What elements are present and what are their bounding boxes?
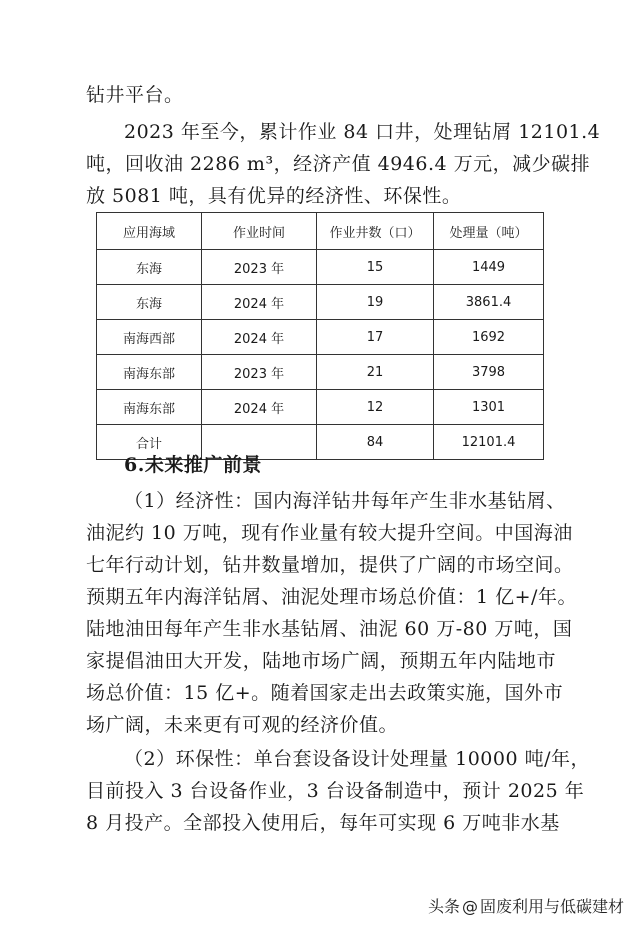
- paragraph-line: 油泥约 10 万吨，现有作业量有较大提升空间。中国海油: [86, 522, 573, 544]
- paragraph-line: 钻井平台。: [86, 84, 184, 106]
- table-cell: 南海东部: [97, 355, 202, 390]
- table-cell: 21: [317, 355, 434, 390]
- paragraph-line: 8 月投产。全部投入使用后，每年可实现 6 万吨非水基: [86, 812, 560, 834]
- table-cell: 84: [317, 425, 434, 460]
- paragraph-line: 陆地油田每年产生非水基钻屑、油泥 60 万-80 万吨，国: [86, 618, 573, 640]
- table-cell: 合计: [97, 425, 202, 460]
- table-cell: 3798: [434, 355, 544, 390]
- paragraph-line: （1）经济性：国内海洋钻井每年产生非水基钻屑、: [124, 490, 566, 512]
- table-header-row: [97, 213, 544, 250]
- table-row: [97, 285, 544, 320]
- table-cell: 南海西部: [97, 320, 202, 355]
- account-name: 固废利用与低碳建材: [480, 897, 625, 916]
- table-row: [97, 390, 544, 425]
- table-row: [97, 320, 544, 355]
- table-cell: 19: [317, 285, 434, 320]
- table-cell: 17: [317, 320, 434, 355]
- paragraph-line: （2）环保性：单台套设备设计处理量 10000 吨/年，: [124, 748, 591, 770]
- watermark-credit: [428, 894, 624, 917]
- data-table: [96, 212, 544, 460]
- paragraph-line: 放 5081 吨，具有优异的经济性、环保性。: [86, 185, 462, 207]
- table-cell: 东海: [97, 250, 202, 285]
- table-cell: 东海: [97, 285, 202, 320]
- table-cell: 1449: [434, 250, 544, 285]
- paragraph-line: 家提倡油田大开发，陆地市场广阔，预期五年内陆地市: [86, 650, 556, 672]
- paragraph-line: 场总价值：15 亿+。随着国家走出去政策实施，国外市: [86, 682, 564, 704]
- table-cell: 2023 年: [202, 250, 317, 285]
- table-cell: 2024 年: [202, 285, 317, 320]
- table-row: [97, 250, 544, 285]
- paragraph-line: 七年行动计划，钻井数量增加，提供了广阔的市场空间。: [86, 554, 574, 576]
- table-cell: 1692: [434, 320, 544, 355]
- table-cell: 2024 年: [202, 390, 317, 425]
- table-header-cell: 作业井数（口）: [317, 213, 434, 250]
- paragraph-line: 2023 年至今，累计作业 84 口井，处理钻屑 12101.4: [124, 121, 601, 143]
- at-separator: @: [462, 897, 479, 916]
- table-cell: 南海东部: [97, 390, 202, 425]
- table-cell: 12: [317, 390, 434, 425]
- platform-name: 头条: [428, 897, 461, 916]
- table-header-cell: 作业时间: [202, 213, 317, 250]
- table-cell: 15: [317, 250, 434, 285]
- paragraph-line: 吨，回收油 2286 m³，经济产值 4946.4 万元，减少碳排: [86, 153, 591, 175]
- table-header-cell: 应用海域: [97, 213, 202, 250]
- table-header-cell: 处理量（吨）: [434, 213, 544, 250]
- table-cell: 2023 年: [202, 355, 317, 390]
- paragraph-line: 预期五年内海洋钻屑、油泥处理市场总价值：1 亿+/年。: [86, 586, 577, 608]
- table-cell: 12101.4: [434, 425, 544, 460]
- table-cell: 3861.4: [434, 285, 544, 320]
- paragraph-line: 目前投入 3 台设备作业，3 台设备制造中，预计 2025 年: [86, 780, 585, 802]
- paragraph-line: 场广阔，未来更有可观的经济价值。: [86, 714, 399, 736]
- table-cell: 2024 年: [202, 320, 317, 355]
- section-heading: 6.未来推广前景: [124, 454, 262, 476]
- table-row: [97, 355, 544, 390]
- table-cell: 1301: [434, 390, 544, 425]
